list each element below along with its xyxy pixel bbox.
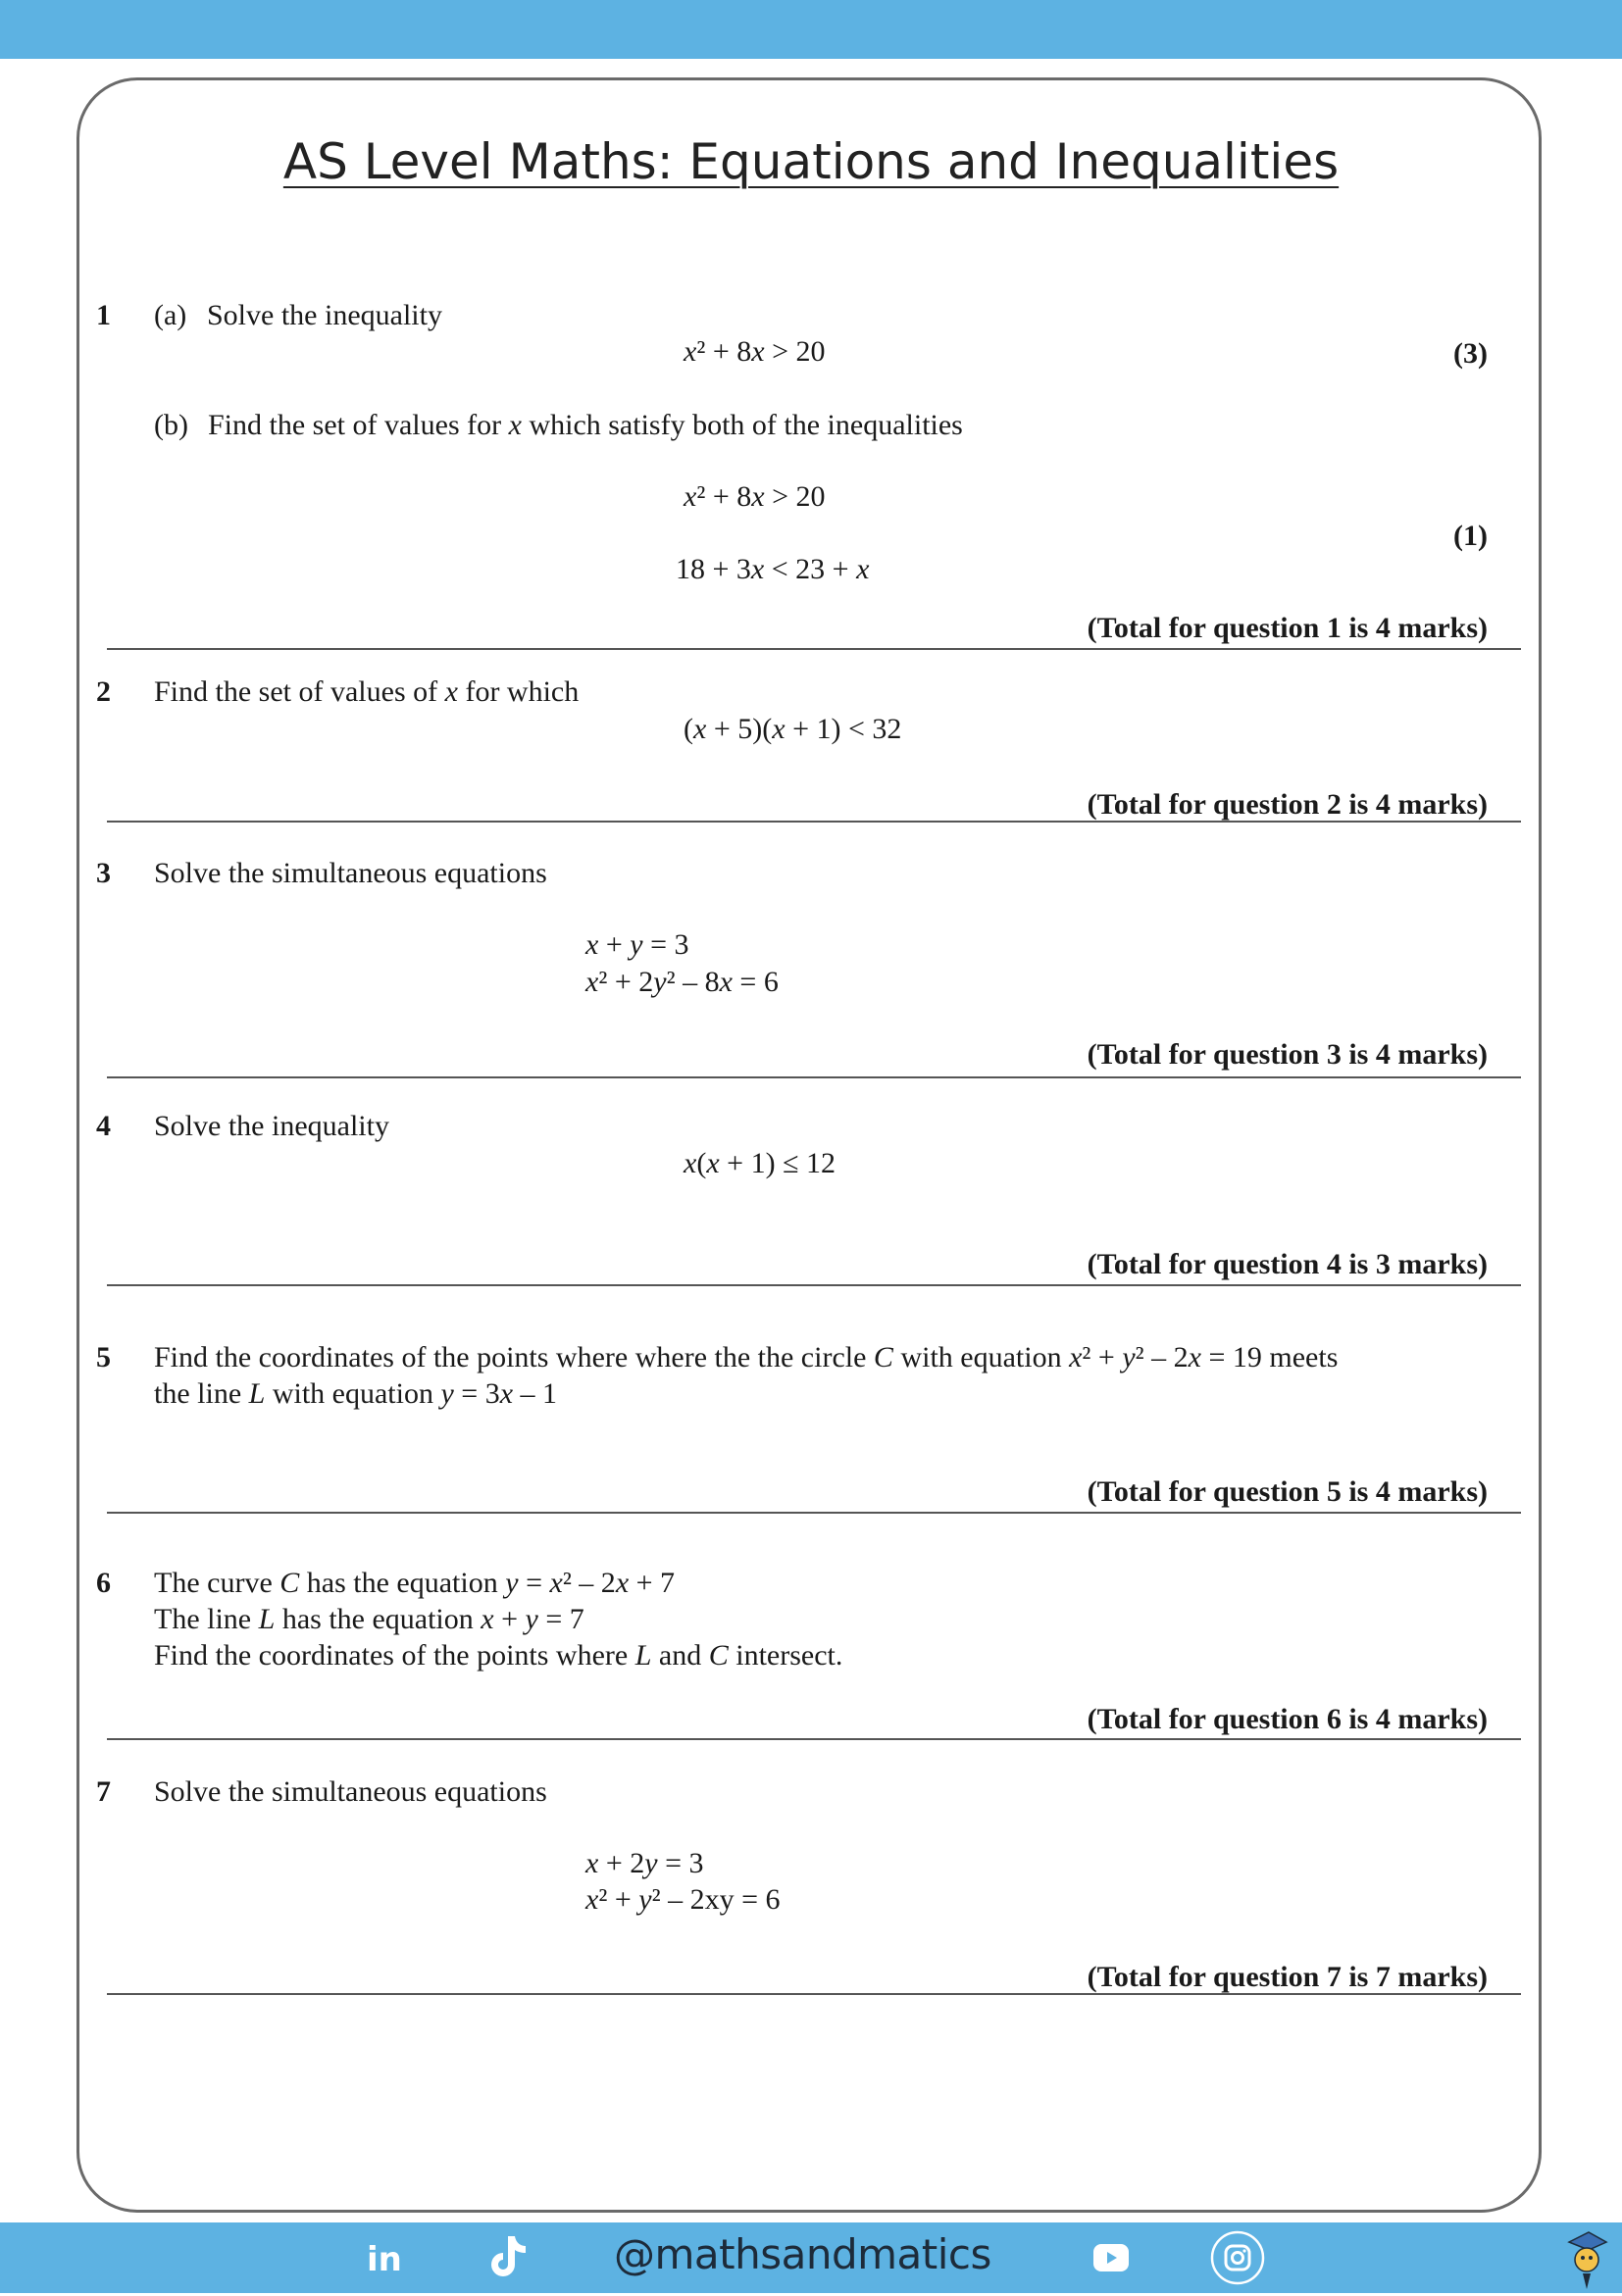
footer-bar [0, 2222, 1622, 2293]
q6-line-2: The line L has the equation x + y = 7 [154, 1603, 584, 1635]
q3-equation-2: x² + 2y² – 8x = 6 [585, 966, 779, 998]
divider [107, 1738, 1521, 1740]
linkedin-icon[interactable]: in [367, 2240, 402, 2279]
mascot-logo [1565, 2224, 1608, 2296]
question-number: 3 [96, 857, 111, 889]
q1b-text: Find the set of values for x which satisfy both of the inequalities [208, 409, 963, 441]
question-number: 6 [96, 1567, 111, 1599]
q4-equation: x(x + 1) ≤ 12 [684, 1147, 836, 1179]
divider [107, 821, 1521, 823]
question-number: 2 [96, 675, 111, 708]
q5-line-1: Find the coordinates of the points where where the the circle C with equation x² + y² – 2x = 19 meets [154, 1341, 1339, 1373]
question-number: 5 [96, 1341, 111, 1373]
q3-equation-1: x + y = 3 [585, 928, 689, 961]
q7-equation-1: x + 2y = 3 [585, 1847, 704, 1879]
instagram-icon[interactable] [1210, 2230, 1265, 2290]
top-banner [0, 0, 1622, 59]
q2-total: (Total for question 2 is 4 marks) [1087, 788, 1488, 821]
q1-total: (Total for question 1 is 4 marks) [1087, 612, 1488, 644]
question-number: 4 [96, 1110, 111, 1142]
q3-total: (Total for question 3 is 4 marks) [1087, 1038, 1488, 1071]
social-handle[interactable]: @mathsandmatics [614, 2230, 991, 2278]
q7-text: Solve the simultaneous equations [154, 1775, 547, 1808]
divider [107, 1993, 1521, 1995]
q1a-marks: (3) [1453, 337, 1488, 370]
divider [107, 1284, 1521, 1286]
question-number: 7 [96, 1775, 111, 1808]
divider [107, 1512, 1521, 1514]
q3-text: Solve the simultaneous equations [154, 857, 547, 889]
q6-line-1: The curve C has the equation y = x² – 2x + 7 [154, 1567, 676, 1599]
q4-text: Solve the inequality [154, 1110, 389, 1142]
question-number: 1 [96, 299, 111, 331]
q5-line-2: the line L with equation y = 3x – 1 [154, 1377, 558, 1410]
q1a-label: (a) [154, 299, 187, 331]
q2-text: Find the set of values of x for which [154, 675, 580, 708]
q1b-label: (b) [154, 409, 188, 441]
divider [107, 648, 1521, 650]
q1b-marks: (1) [1453, 520, 1488, 552]
q1a-text: Solve the inequality [207, 299, 442, 331]
q1b-equation-1: x² + 8x > 20 [684, 480, 826, 513]
q7-equation-2: x² + y² – 2xy = 6 [585, 1883, 781, 1916]
tiktok-icon[interactable] [490, 2232, 530, 2284]
q6-total: (Total for question 6 is 4 marks) [1087, 1703, 1488, 1735]
q4-total: (Total for question 4 is 3 marks) [1087, 1248, 1488, 1280]
q1b-equation-2: 18 + 3x < 23 + x [676, 553, 870, 585]
q5-total: (Total for question 5 is 4 marks) [1087, 1475, 1488, 1508]
q1a-equation: x² + 8x > 20 [684, 335, 826, 368]
divider [107, 1076, 1521, 1078]
page-title: AS Level Maths: Equations and Inequalities [282, 133, 1340, 190]
q7-total: (Total for question 7 is 7 marks) [1087, 1961, 1488, 1993]
q6-line-3: Find the coordinates of the points where L and C intersect. [154, 1639, 843, 1672]
q2-equation: (x + 5)(x + 1) < 32 [684, 713, 902, 745]
youtube-icon[interactable] [1093, 2244, 1129, 2276]
